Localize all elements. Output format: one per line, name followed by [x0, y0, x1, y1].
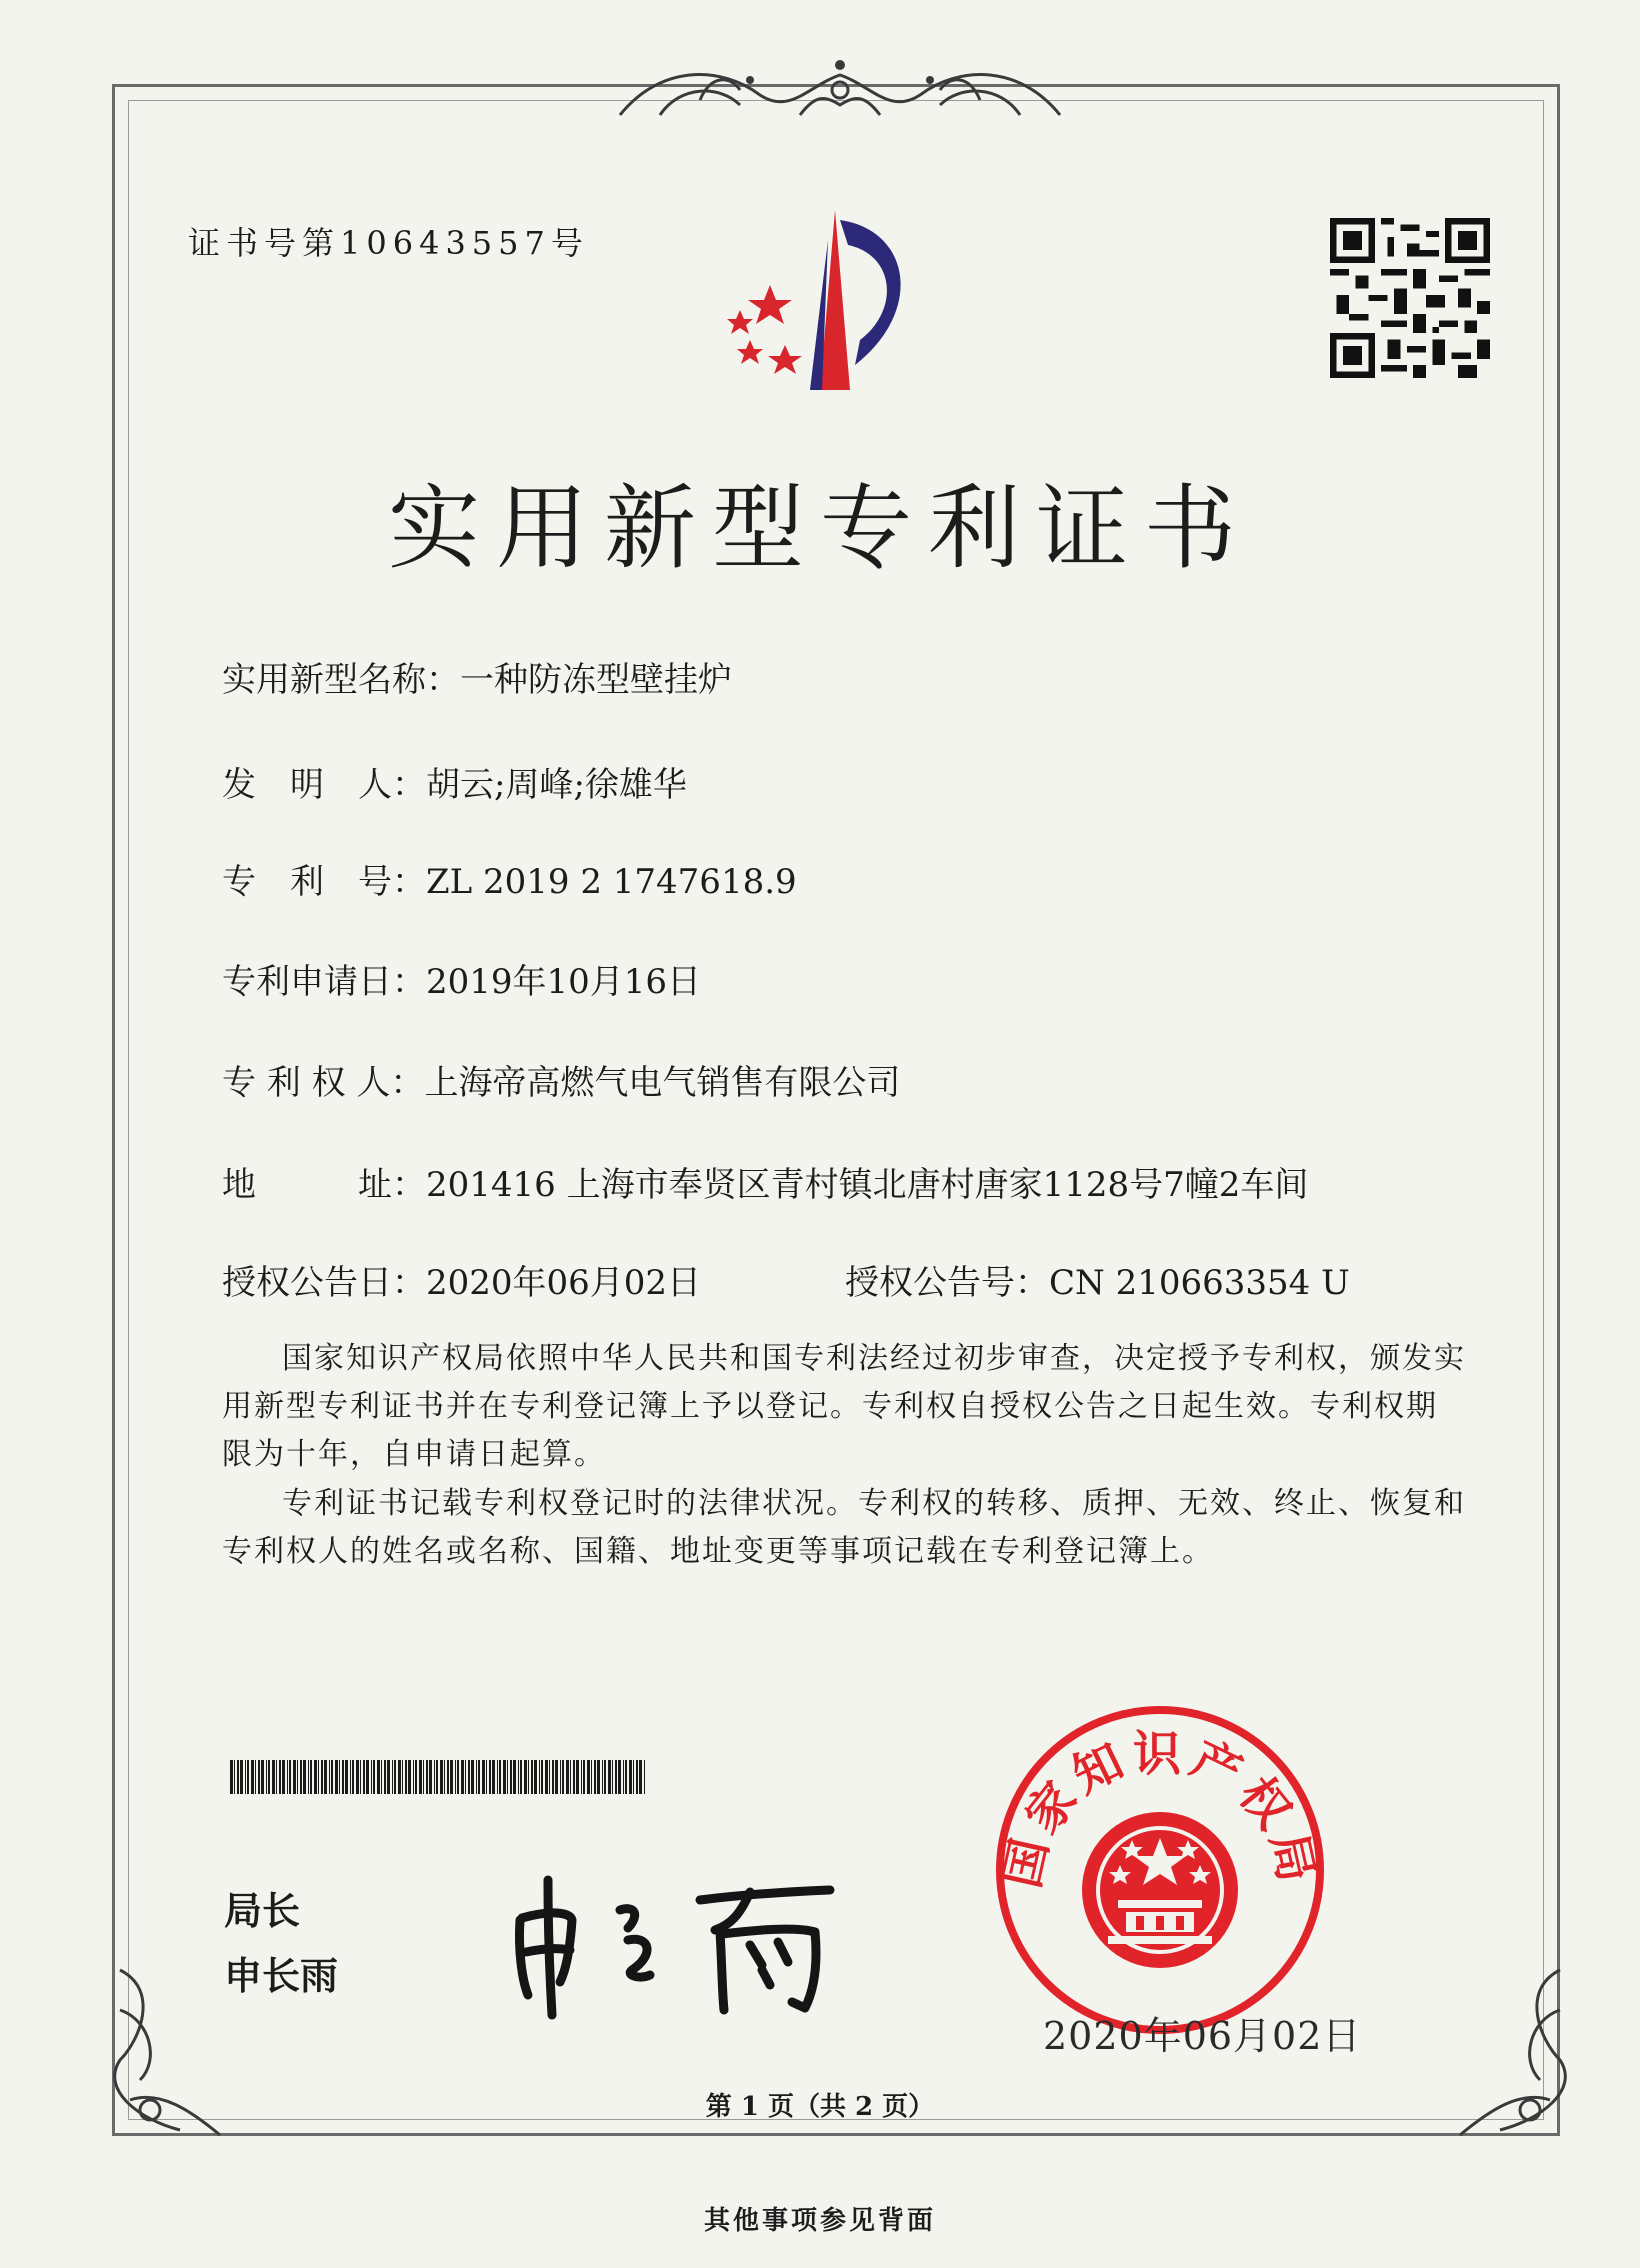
national-emblem-icon	[1082, 1812, 1238, 1968]
utility-model-name: 一种防冻型壁挂炉	[460, 660, 732, 700]
field-label: 专 利 号：	[222, 862, 426, 902]
field-label: 实用新型名称：	[222, 660, 460, 700]
certificate-inner-border	[128, 100, 1544, 2120]
certificate-number: 证书号第10643557号	[188, 224, 589, 262]
field-row-patentee	[222, 1063, 900, 1103]
filing-date: 2019年10月16日	[426, 962, 702, 1002]
back-side-note: 其他事项参见背面	[703, 2206, 936, 2236]
grant-date: 2020年06月02日	[426, 1263, 702, 1303]
seal-text: 国家知识产权局	[994, 1726, 1326, 1893]
field-row-patent-number	[222, 862, 797, 902]
patent-office-emblem	[710, 200, 930, 400]
field-label: 授权公告号：	[845, 1263, 1049, 1303]
patentee-name: 上海帝高燃气电气销售有限公司	[424, 1063, 901, 1103]
signatory-name: 申长雨	[224, 1954, 339, 1998]
field-label: 授权公告日：	[222, 1263, 426, 1303]
barcode	[230, 1760, 650, 1794]
director-signature	[500, 1870, 860, 2020]
field-row-name	[222, 660, 732, 700]
field-label: 地 址：	[222, 1165, 426, 1205]
top-ornament	[600, 45, 1080, 135]
qr-code	[1330, 218, 1490, 378]
field-row-filing-date	[222, 962, 701, 1002]
legal-status-paragraph: 专利证书记载专利权登记时的法律状况。专利权的转移、质押、无效、终止、恢复和专利权人的姓名或名称、国籍、地址变更等事项记载在专利登记簿上。	[222, 1486, 1466, 1569]
field-row-inventor	[222, 765, 687, 805]
field-label: 专 利 权 人：	[222, 1063, 425, 1103]
inventor-names: 胡云;周峰;徐雄华	[426, 765, 687, 805]
field-row-address	[222, 1165, 1308, 1205]
certificate-title: 实用新型专利证书	[387, 475, 1252, 582]
field-row-grant-number	[845, 1263, 1350, 1303]
patentee-address: 201416 上海市奉贤区青村镇北唐村唐家1128号7幢2车间	[426, 1165, 1309, 1205]
certificate-statement-paragraph: 国家知识产权局依照中华人民共和国专利法经过初步审查，决定授予专利权，颁发实用新型专利证书并在专利登记簿上予以登记。专利权自授权公告之日起生效。专利权期限为十年，自申请日起算。	[222, 1341, 1466, 1472]
seal-date: 2020年06月02日	[1043, 2014, 1362, 2058]
signatory-title: 局长	[224, 1889, 301, 1933]
official-seal	[990, 1700, 1330, 2040]
field-label: 发 明 人：	[222, 765, 426, 805]
grant-publication-number: CN 210663354 U	[1049, 1263, 1350, 1303]
field-row-grant-date	[222, 1263, 701, 1303]
page-number: 第 1 页（共 2 页）	[705, 2092, 935, 2122]
patent-number: ZL 2019 2 1747618.9	[426, 862, 797, 902]
field-label: 专利申请日：	[222, 962, 426, 1002]
